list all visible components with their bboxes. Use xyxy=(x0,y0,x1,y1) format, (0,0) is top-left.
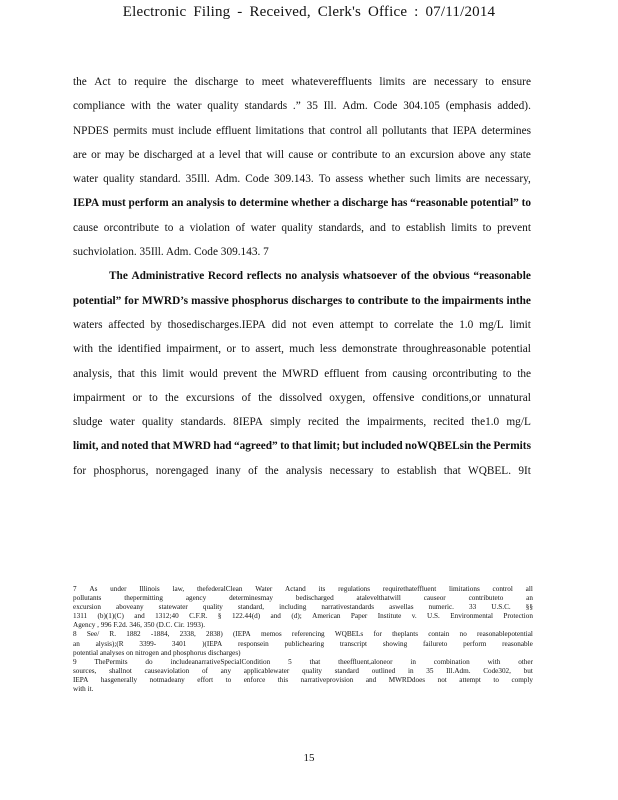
footnote-line: excursion aboveany statewater quality standard, including narrativestandards aswellas numeric. 33 U.S.C. §§ xyxy=(73,603,533,612)
text-line: sludge water quality standards. 8IEPA simply recited the impairments, recited the1.0 mg/L xyxy=(73,416,531,429)
footnote-line: an alysis);(R 3399- 3401 )(IEPA responsein publichearing transcript showing failureto perform reasonable xyxy=(73,639,533,648)
text-line: water quality standard. 35Ill. Adm. Code 309.143. To assess whether such limits are necessary, xyxy=(73,173,531,186)
text-line: potential” for MWRD’s massive phosphorus discharges to contribute to the impairments inthe xyxy=(73,294,531,307)
footnotes xyxy=(73,585,533,694)
text-line: impairment or to the excursions of the dissolved oxygen, offensive conditions,or unnatural xyxy=(73,391,531,404)
footnote-line: with it. xyxy=(73,685,94,694)
text-line: NPDES permits must include effluent limitations that control all pollutants that IEPA determines xyxy=(73,124,531,137)
filing-header: Electronic Filing - Received, Clerk's Office : 07/11/2014 xyxy=(122,4,496,20)
footnote-line: IEPA hasgenerally notmadeany effort to enforce this narrativeprovision and MWRDdoes not attempt to comply xyxy=(73,675,533,684)
text-line: suchviolation. 35Ill. Adm. Code 309.143. 7 xyxy=(73,246,269,259)
body-text xyxy=(73,70,531,483)
text-line: with the identified impairment, or to assert, much less demonstrate throughreasonable potential xyxy=(73,343,531,356)
text-line: analysis, that this limit would prevent the MWRD effluent from causing orcontributing to the xyxy=(73,367,531,380)
text-line: cause orcontribute to a violation of water quality standards, and to establish limits to prevent xyxy=(73,221,531,234)
page-number: 15 xyxy=(303,752,315,764)
text-line: IEPA must perform an analysis to determine whether a discharge has “reasonable potential” to xyxy=(73,197,531,210)
text-line: limit, and noted that MWRD had “agreed” to that limit; but included noWQBELsin the Permits xyxy=(73,440,531,453)
text-line: The Administrative Record reflects no analysis whatsoever of the obvious “reasonable xyxy=(109,270,531,283)
text-line: the Act to require the discharge to meet whatevereffluents limits are necessary to ensure xyxy=(73,76,531,88)
footnote-line: Agency , 996 F.2d. 346, 350 (D.C. Cir. 1993). xyxy=(73,621,205,630)
footnote-line: 9 ThePermits do includeanarrativeSpecialCondition 5 that theeffluent,aloneor in combination with other xyxy=(73,657,533,666)
text-line: waters affected by thosedischarges.IEPA did not even attempt to correlate the 1.0 mg/L limit xyxy=(73,318,531,331)
text-line: are or may be discharged at a level that will cause or contribute to an excursion above any state xyxy=(73,148,531,161)
footnote-line: sources, shallnot causeaviolation of any applicablewater quality standard outlined in 35 Ill.Adm. Code302, but xyxy=(73,666,533,675)
footnote-line: potential analyses on nitrogen and phosphorus discharges) xyxy=(73,648,241,657)
footnote-line: pollutants thepermitting agency determinesmay bedischarged atalevelthatwill causeor contributeto an xyxy=(73,594,533,603)
text-line: compliance with the water quality standards .” 35 Ill. Adm. Code 304.105 (emphasis added). xyxy=(73,100,531,113)
footnote-line: 1311 (b)(1)(C) and 1312;40 C.F.R. § 122.44(d) and (d); American Paper Institute v. U.S. Environmental Protection xyxy=(73,612,533,621)
text-line: for phosphorus, norengaged inany of the analysis necessary to establish that WQBEL. 9It xyxy=(73,464,531,477)
footnote-line: 8 See/ R. 1882 -1884, 2338, 2838) (IEPA memos referencing WQBELs for theplants contain no reasonablepotential xyxy=(73,630,533,639)
footnote-line: 7 As under Illinois law, thefederalClean Water Actand its regulations requirethateffluent limitations control all xyxy=(73,585,533,593)
